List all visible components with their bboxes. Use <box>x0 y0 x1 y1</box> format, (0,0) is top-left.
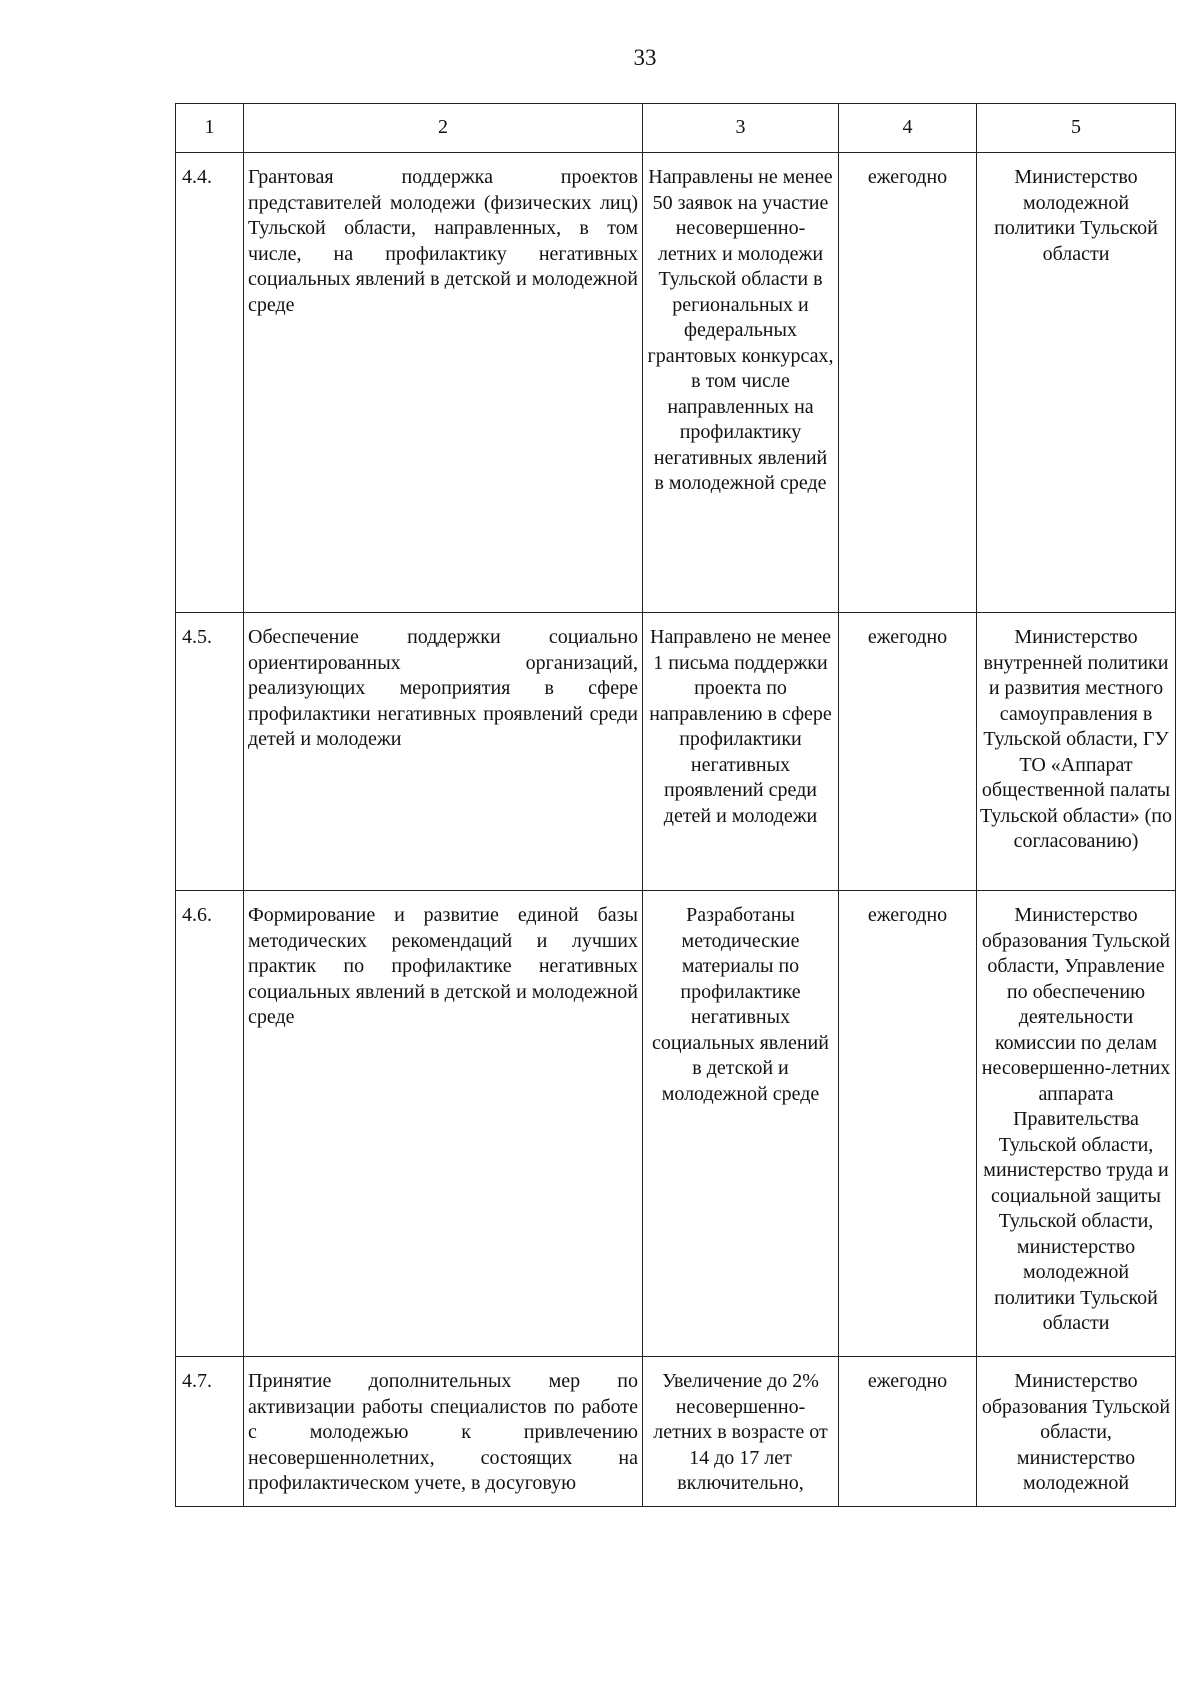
row-number: 4.7. <box>182 1370 212 1392</box>
column-header: 4 <box>839 104 977 153</box>
result-text: Разработаны методические материалы по профилактике негативных социальных явлений в детской и молодежной среде <box>652 904 829 1105</box>
table-row <box>176 153 1176 613</box>
executor-text: Министерство молодежной политики Тульской области <box>994 166 1158 265</box>
column-header: 5 <box>977 104 1176 153</box>
result-text: Направлены не менее 50 заявок на участие несовершенно-летних и молодежи Тульской области в региональных и федеральных грантовых конкурсах, в том числе направленных на профилактику негативных явлений в молодежной среде <box>647 166 834 494</box>
table-row <box>176 1357 1176 1507</box>
event-text: Обеспечение поддержки социально ориентированных организаций, реализующих мероприятия в сфере профилактики негативных проявлений среди детей и молодежи <box>248 626 638 750</box>
period-text: ежегодно <box>867 166 948 188</box>
row-number: 4.4. <box>182 166 212 188</box>
measures-table <box>175 103 1176 1507</box>
executor-text: Министерство образования Тульской области, министерство молодежной <box>981 1370 1171 1494</box>
result-text: Увеличение до 2% несовершенно-летних в возрасте от 14 до 17 лет включительно, <box>653 1370 828 1494</box>
period-text: ежегодно <box>867 626 948 648</box>
executor-text: Министерство образования Тульской области, Управление по обеспечению деятельности комиссии по делам несовершенно-летних аппарата Правительства Тульской области, министерство труда и социальной защиты Тульской области, министерство молодежной политики Тульской области <box>981 904 1171 1334</box>
executor-text: Министерство внутренней политики и развития местного самоуправления в Тульской области, ГУ ТО «Аппарат общественной палаты Тульской области» (по согласованию) <box>980 626 1172 852</box>
result-text: Направлено не менее 1 письма поддержки проекта по направлению в сфере профилактики негативных проявлений среди детей и молодежи <box>649 626 832 827</box>
page-number: 33 <box>633 45 657 70</box>
event-text: Грантовая поддержка проектов представителей молодежи (физических лиц) Тульской области, направленных, в том числе, на профилактику негативных социальных явлений в детской и молодежной среде <box>248 166 638 316</box>
event-text: Принятие дополнительных мер по активизации работы специалистов по работе с молодежью к привлечению несовершеннолетних, состоящих на профилактическом учете, в досуговую <box>248 1370 638 1494</box>
column-header: 1 <box>176 104 244 153</box>
period-text: ежегодно <box>867 1370 948 1392</box>
table-row <box>176 613 1176 891</box>
column-header: 3 <box>643 104 839 153</box>
period-text: ежегодно <box>867 904 948 926</box>
table-header-row <box>176 104 1176 153</box>
row-number: 4.6. <box>182 904 212 926</box>
table-row <box>176 891 1176 1357</box>
column-header: 2 <box>244 104 643 153</box>
event-text: Формирование и развитие единой базы методических рекомендаций и лучших практик по профилактике негативных социальных явлений в детской и молодежной среде <box>248 904 638 1028</box>
row-number: 4.5. <box>182 626 212 648</box>
